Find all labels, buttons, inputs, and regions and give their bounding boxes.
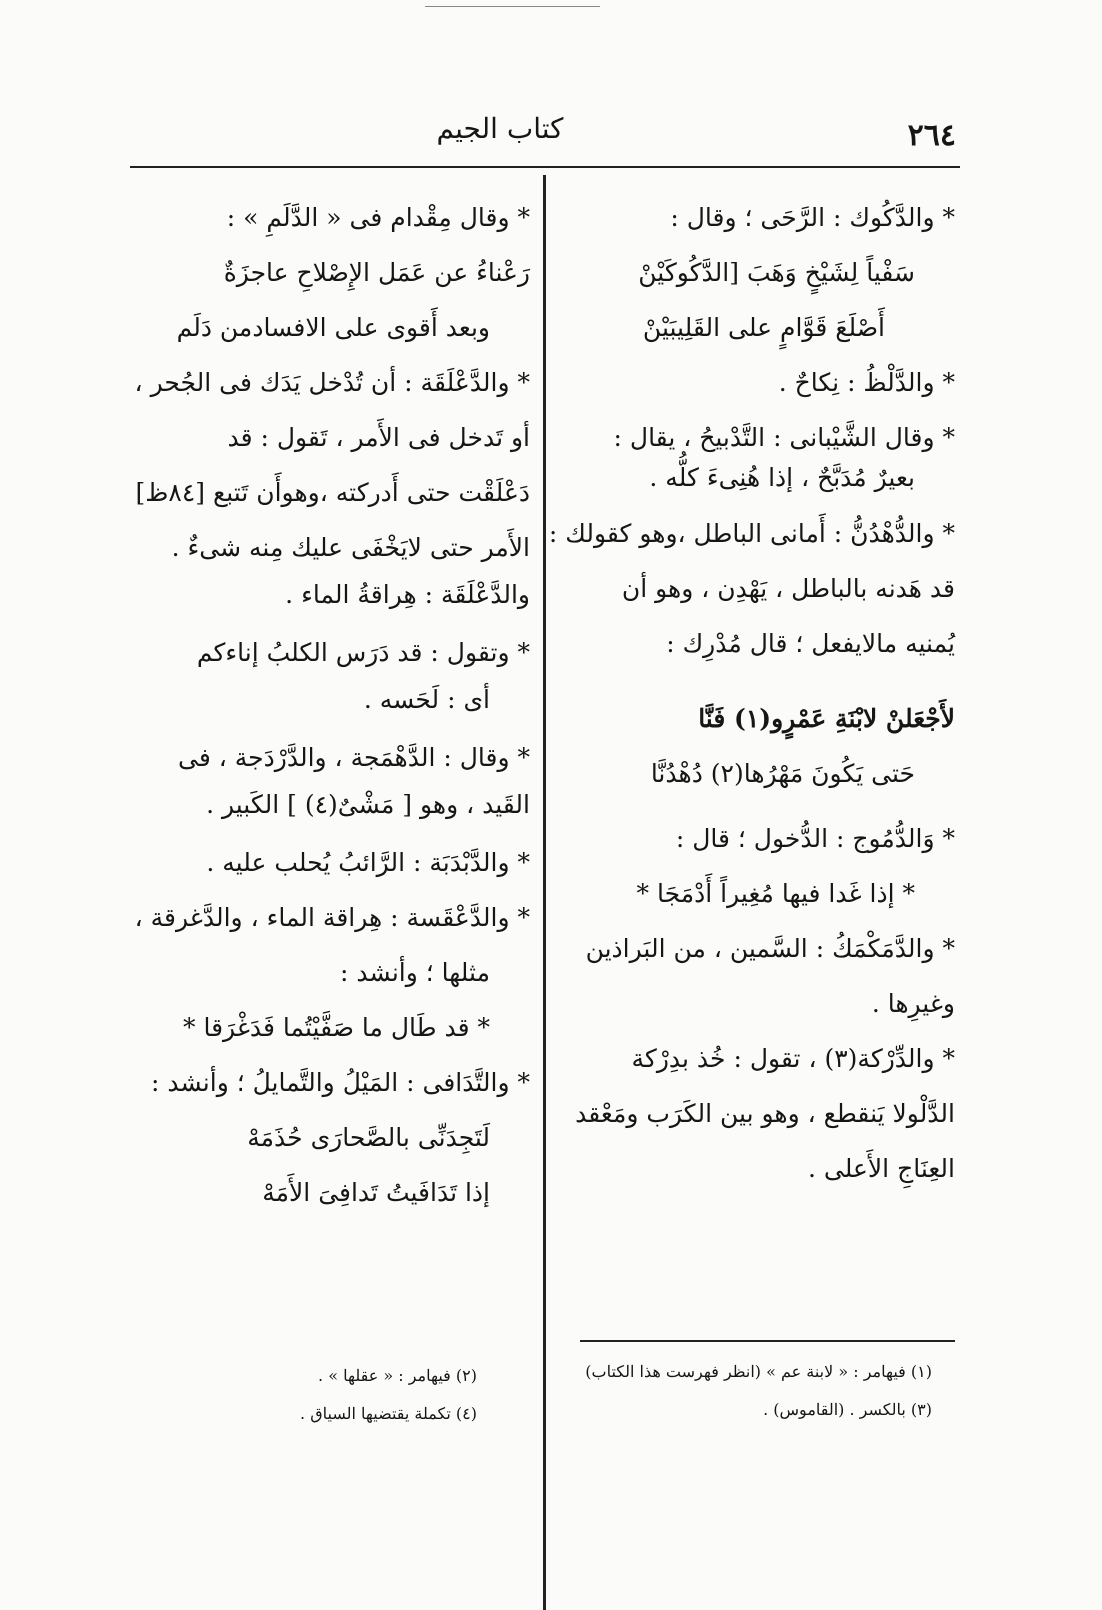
text-line: * والدَّبْدَبَة : الرَّائبُ يُحلب عليه . [206,848,530,877]
running-title: كتاب الجيم [436,112,564,145]
text-line: مثلها ؛ وأنشد : [340,958,490,987]
page-number: ٢٦٤ [907,118,956,153]
footnote-4: (٤) تكملة يقتضيها السياق . [300,1404,477,1423]
text-line: * والدُّهْدُنُّ : أَمانى الباطل ،وهو كقولك : [548,519,955,548]
text-line: * والدَّمَكْمَكُ : السَّمين ، من البَراذين [585,934,955,963]
text-line: * والدَّلْظُ : نِكاحٌ . [778,368,955,397]
top-edge-rule [425,6,600,7]
verse-line: * إذا غَدا فيها مُغِيراً أَدْمَجَا * [636,879,915,908]
text-line: * وقال الشَّيْبانى : التَّدْبيحُ ، يقال : [613,423,955,452]
text-line: أى : لَحَسه . [363,685,490,714]
footnote-rule [580,1340,955,1342]
text-line: دَعْلَقْت حتى أَدركته ،وهوأَن تَتبع [٨٤ظ] [135,478,530,507]
text-line: * وقال مِقْدام فى « الدَّلَمِ » : [226,203,530,232]
footnote-1: (١) فيهامر : « لابنة عم » (انظر فهرست هذا الكتاب) [585,1362,932,1381]
header-rule [130,166,960,168]
verse-line: حَتى يَكُونَ مَهْرُها(٢) دُهْدُنَّا [650,759,915,788]
text-line: العِنَاجِ الأَعلى . [808,1154,955,1183]
footnote-3: (٣) بالكسر . (القاموس) . [763,1400,932,1419]
text-line: قد هَدنه بالباطل ، يَهْدِن ، وهو أن [621,574,955,603]
text-line: الدَّلْولا يَنقطع ، وهو بين الكَرَب ومَعْقد [575,1099,955,1128]
text-line: بعيرٌ مُدَبَّحٌ ، إذا هُنِىءَ كلُّه . [649,463,915,492]
text-line: * وَالدُّمُوج : الدُّخول ؛ قال : [675,824,955,853]
text-line: أو تَدخل فى الأَمر ، تَقول : قد [227,423,530,452]
verse-line: لَتَجِدَنِّى بالصَّحارَى حُذَمَهْ [247,1123,490,1152]
right-column [548,190,955,1196]
left-column [134,190,530,1220]
text-line: * والدِّرْكة(٣) ، تقول : خُذ بدِرْكة [631,1044,955,1073]
verse-line: أَصْلَعَ قَوَّامٍ على القَلِيبَيْنْ [642,313,885,342]
verse-line: رَعْناءُ عن عَمَل الإِصْلاحِ عاجزَةٌ [223,258,530,287]
verse-line: سَفْياً لِشَيْخٍ وَهَبَ [الدَّكُوكَيْنْ [638,258,915,287]
text-line: * وقال : الدَّهْمَجة ، والدَّرْدَجة ، فى [178,743,530,772]
verse-line: * قد طَال ما صَفَّيْتُما فَدَغْرَقا * [183,1013,490,1042]
text-line: القَيد ، وهو [ مَشْىٌ(٤) ] الكَبير . [206,790,530,819]
verse-line: لأَجْعَلنْ لابْنَةِ عَمْرٍو(١) فَنَّا [698,704,955,733]
text-line: والدَّعْلَقَة : هِراقةُ الماء . [285,580,530,609]
text-line: الأَمر حتى لايَخْفَى عليك مِنه شىءٌ . [171,533,530,562]
verse-line: إذا تَدَافَيتُ تَدافِىَ الأَمَهْ [262,1178,490,1207]
text-line: * والدَّكُوك : الرَّحَى ؛ وقال : [670,203,955,232]
verse-line: وبعد أَقوى على الافسادمن دَلَم [176,313,490,342]
column-divider [543,175,546,1610]
text-line: * والدَّعْقَسة : هِراقة الماء ، والدَّغرقة ، [134,903,530,932]
text-line: وغيرِها . [871,989,955,1018]
text-line: * وتقول : قد دَرَس الكلبُ إناءكم [196,638,530,667]
text-line: يُمنيه مالايفعل ؛ قال مُدْرِك : [666,629,955,658]
footnote-2: (٢) فيهامر : « عقلها » . [318,1366,477,1385]
text-line: * والدَّعْلَقَة : أن تُدْخل يَدَك فى الجُحر ، [134,368,530,397]
text-line: * والتَّدَافى : المَيْلُ والتَّمايلُ ؛ وأنشد : [151,1068,530,1097]
